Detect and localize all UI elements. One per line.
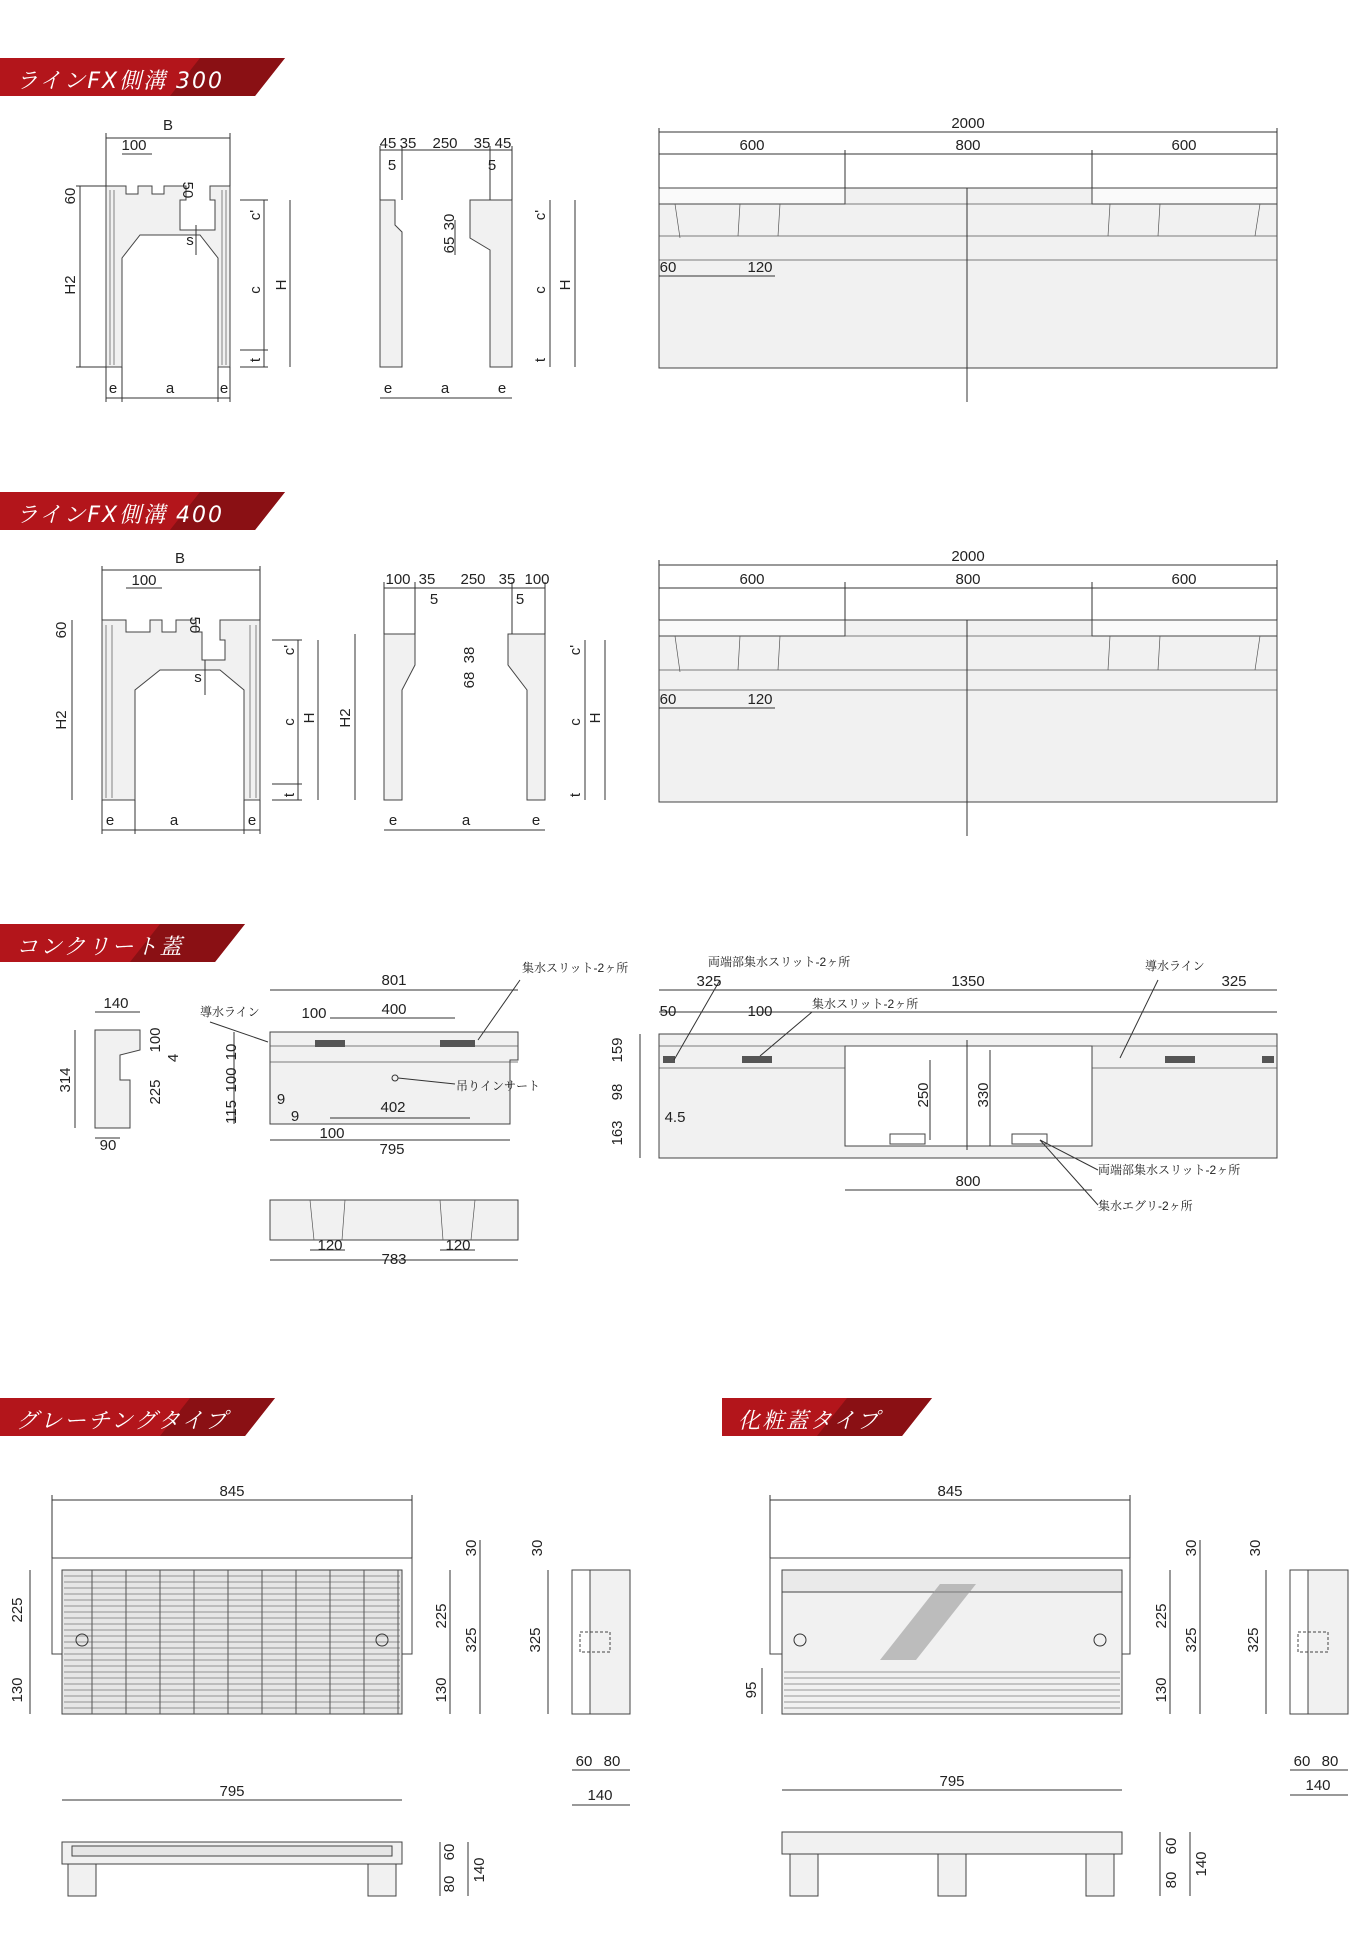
- label-10: 10: [223, 1043, 240, 1061]
- label-100: 100: [147, 1027, 164, 1053]
- label-783: 783: [381, 1251, 407, 1268]
- label-5a: 5: [387, 157, 397, 174]
- label-top-1: 35: [399, 135, 417, 152]
- label-c-prime: c': [281, 644, 298, 656]
- label-402: 402: [380, 1099, 406, 1116]
- concrete-lid-plan: [200, 960, 628, 1158]
- label-600-left: 600: [739, 137, 765, 154]
- label-100b: 100: [223, 1067, 240, 1093]
- label-s: s: [194, 669, 202, 686]
- label-top-3: 35: [498, 571, 516, 588]
- cosmetic-front: [782, 1773, 1210, 1896]
- label-325: 325: [463, 1627, 480, 1653]
- label-120: 120: [747, 259, 773, 276]
- label-60: 60: [659, 259, 677, 276]
- label-225-right: 225: [433, 1603, 450, 1629]
- label-t: t: [532, 357, 549, 363]
- fx300-side-view: [659, 115, 1277, 402]
- label-B: B: [174, 550, 186, 567]
- label-e-left: e: [388, 812, 398, 829]
- label-314: 314: [57, 1067, 74, 1093]
- label-250: 250: [915, 1082, 932, 1108]
- label-2000: 2000: [951, 548, 985, 565]
- label-140: 140: [103, 995, 129, 1012]
- header-title: コンクリート蓋: [16, 935, 184, 960]
- callout-end-slit-2: 両端部集水スリット-2ヶ所: [1098, 1163, 1241, 1177]
- label-60: 60: [1163, 1837, 1180, 1855]
- label-c-prime: c': [567, 644, 584, 656]
- label-845: 845: [219, 1483, 245, 1500]
- label-140: 140: [1193, 1851, 1210, 1877]
- label-c: c: [532, 286, 549, 294]
- fx300-front-view: [62, 117, 290, 402]
- label-top-0: 45: [379, 135, 397, 152]
- label-100c: 100: [319, 1125, 345, 1142]
- label-60: 60: [62, 187, 79, 205]
- fx300-section-view: [380, 135, 575, 398]
- label-140: 140: [1305, 1777, 1331, 1794]
- callout-slit: 集水スリット-2ヶ所: [522, 961, 629, 975]
- label-80: 80: [441, 1875, 458, 1893]
- label-top-4: 45: [494, 135, 512, 152]
- label-50: 50: [659, 1003, 677, 1020]
- label-845: 845: [937, 1483, 963, 1500]
- label-t: t: [247, 357, 264, 363]
- fx400-section-view: [337, 571, 605, 830]
- label-115: 115: [223, 1100, 240, 1124]
- label-330: 330: [975, 1082, 992, 1108]
- callout-egri: 集水エグリ-2ヶ所: [1098, 1199, 1193, 1213]
- header-title: グレーチングタイプ: [16, 1409, 229, 1434]
- label-30: 30: [1247, 1539, 1264, 1557]
- label-68: 68: [461, 671, 478, 689]
- label-9b: 9: [290, 1108, 300, 1125]
- callout-water-line: 導水ライン: [200, 1005, 260, 1019]
- label-325-left: 325: [696, 973, 722, 990]
- label-600-left: 600: [739, 571, 765, 588]
- label-30: 30: [1183, 1539, 1200, 1557]
- grating-front: [62, 1783, 488, 1896]
- label-c: c: [567, 718, 584, 726]
- label-130-left: 130: [9, 1677, 26, 1703]
- label-50: 50: [179, 181, 196, 199]
- label-c: c: [281, 718, 298, 726]
- label-H: H: [273, 279, 290, 291]
- label-795: 795: [939, 1773, 965, 1790]
- label-325: 325: [527, 1627, 544, 1653]
- label-c: c: [247, 286, 264, 294]
- label-400: 400: [381, 1001, 407, 1018]
- cosmetic-plan: [743, 1483, 1200, 1714]
- label-95: 95: [743, 1681, 760, 1699]
- end-slit-left: [663, 1056, 675, 1063]
- callout-insert: 吊りインサート: [456, 1079, 541, 1093]
- label-98: 98: [609, 1083, 626, 1101]
- label-325: 325: [1245, 1627, 1262, 1653]
- concrete-lid-bottom: [270, 1200, 518, 1268]
- fx400-front-view: [53, 550, 318, 834]
- label-e-left: e: [383, 380, 393, 397]
- slit-right: [440, 1040, 475, 1047]
- label-30: 30: [529, 1539, 546, 1557]
- slit-right: [1165, 1056, 1195, 1063]
- label-225: 225: [147, 1079, 164, 1105]
- label-a: a: [440, 380, 450, 397]
- label-600-right: 600: [1171, 571, 1197, 588]
- label-t: t: [281, 792, 298, 798]
- label-600-right: 600: [1171, 137, 1197, 154]
- label-60: 60: [575, 1753, 593, 1770]
- header-title: ラインFX側溝 300: [16, 69, 225, 94]
- label-4: 4: [165, 1053, 182, 1063]
- label-130: 130: [1153, 1677, 1170, 1703]
- label-120b: 120: [445, 1237, 471, 1254]
- label-t: t: [567, 792, 584, 798]
- label-a: a: [165, 380, 175, 397]
- label-H: H: [557, 279, 574, 291]
- label-5b: 5: [487, 157, 497, 174]
- label-H2: H2: [53, 710, 70, 730]
- label-5b: 5: [515, 591, 525, 608]
- label-325: 325: [1183, 1627, 1200, 1653]
- label-top-2: 250: [432, 135, 458, 152]
- slit-left: [315, 1040, 345, 1047]
- concrete-lid-longitudinal: [609, 954, 1277, 1213]
- label-159: 159: [609, 1037, 626, 1063]
- label-9a: 9: [276, 1091, 286, 1108]
- label-e-left: e: [105, 812, 115, 829]
- label-5a: 5: [429, 591, 439, 608]
- label-top-0: 100: [385, 571, 411, 588]
- label-800: 800: [955, 571, 981, 588]
- label-120: 120: [747, 691, 773, 708]
- label-325-right: 325: [1221, 973, 1247, 990]
- label-801: 801: [381, 972, 407, 989]
- label-140: 140: [471, 1857, 488, 1883]
- label-60: 60: [53, 621, 70, 639]
- label-H: H: [587, 712, 604, 724]
- label-top-4: 100: [524, 571, 550, 588]
- label-60: 60: [659, 691, 677, 708]
- label-top-2: 250: [460, 571, 486, 588]
- fx400-side-view: [659, 548, 1277, 836]
- grating-plan: [9, 1483, 480, 1714]
- label-c-prime: c': [247, 209, 264, 221]
- label-225: 225: [1153, 1603, 1170, 1629]
- label-e-right: e: [497, 380, 507, 397]
- label-c-prime: c': [532, 209, 549, 221]
- label-e-right: e: [247, 812, 257, 829]
- label-80: 80: [1321, 1753, 1339, 1770]
- label-H2: H2: [337, 708, 354, 728]
- label-e-left: e: [108, 380, 118, 397]
- label-800: 800: [955, 1173, 981, 1190]
- end-slit-right: [1262, 1056, 1274, 1063]
- label-a: a: [461, 812, 471, 829]
- label-80: 80: [603, 1753, 621, 1770]
- label-163: 163: [609, 1120, 626, 1146]
- cosmetic-side: [1245, 1540, 1348, 1795]
- label-e-right: e: [531, 812, 541, 829]
- header-title: 化粧蓋タイプ: [738, 1409, 881, 1434]
- label-1350: 1350: [951, 973, 985, 990]
- label-100: 100: [301, 1005, 327, 1022]
- label-B: B: [162, 117, 174, 134]
- label-s: s: [186, 232, 194, 249]
- label-60: 60: [1293, 1753, 1311, 1770]
- label-130-right: 130: [433, 1677, 450, 1703]
- label-38: 38: [461, 646, 478, 664]
- label-top-3: 35: [473, 135, 491, 152]
- concrete-lid-section: [57, 995, 182, 1154]
- label-795: 795: [379, 1141, 405, 1158]
- label-H: H: [301, 712, 318, 724]
- label-795: 795: [219, 1783, 245, 1800]
- label-30: 30: [441, 213, 458, 231]
- slit-left: [742, 1056, 772, 1063]
- label-120a: 120: [317, 1237, 343, 1254]
- label-e-right: e: [219, 380, 229, 397]
- label-4-5: 4.5: [664, 1109, 686, 1126]
- grating-side: [527, 1540, 630, 1805]
- header-title: ラインFX側溝 400: [16, 503, 225, 528]
- label-800: 800: [955, 137, 981, 154]
- label-100: 100: [131, 572, 157, 589]
- callout-end-slit: 両端部集水スリット-2ヶ所: [708, 955, 851, 969]
- label-100: 100: [121, 137, 147, 154]
- label-60: 60: [441, 1843, 458, 1861]
- callout-water-line: 導水ライン: [1145, 959, 1205, 973]
- label-225-left: 225: [9, 1597, 26, 1623]
- label-65: 65: [441, 236, 458, 254]
- label-90: 90: [99, 1137, 117, 1154]
- label-140: 140: [587, 1787, 613, 1804]
- label-2000: 2000: [951, 115, 985, 132]
- label-a: a: [169, 812, 179, 829]
- callout-slit: 集水スリット-2ヶ所: [812, 997, 919, 1011]
- label-top-1: 35: [418, 571, 436, 588]
- label-80: 80: [1163, 1871, 1180, 1889]
- label-100: 100: [747, 1003, 773, 1020]
- label-50: 50: [186, 616, 203, 634]
- label-H2: H2: [62, 275, 79, 295]
- label-30: 30: [463, 1539, 480, 1557]
